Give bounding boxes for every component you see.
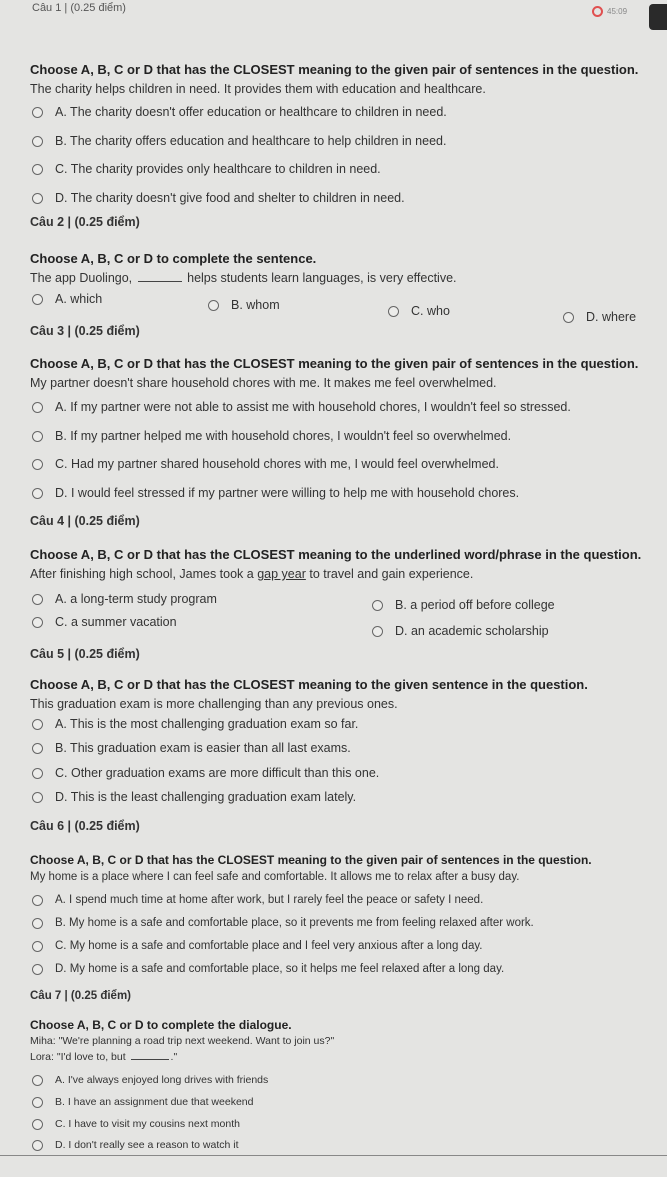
q3-option-b[interactable] xyxy=(32,429,511,443)
question-5-label: Câu 5 | (0.25 điểm) xyxy=(30,647,140,661)
option-text: A. The charity doesn't offer education or healthcare to children in need. xyxy=(55,105,447,119)
q7-option-c[interactable] xyxy=(32,1118,240,1130)
radio-button[interactable] xyxy=(32,594,43,605)
question-stem: This graduation exam is more challenging than any previous ones. xyxy=(30,697,398,711)
side-menu-tab[interactable] xyxy=(649,4,667,30)
option-text: A. If my partner were not able to assist me with household chores, I wouldn't feel so stressed. xyxy=(55,400,571,414)
radio-button[interactable] xyxy=(32,136,43,147)
question-6 xyxy=(30,853,665,883)
radio-button[interactable] xyxy=(32,1119,43,1130)
question-instruction: Choose A, B, C or D to complete the dialogue. xyxy=(30,1018,292,1032)
top-strip xyxy=(0,0,667,28)
radio-button[interactable] xyxy=(372,600,383,611)
radio-button[interactable] xyxy=(32,941,43,952)
option-text: B. The charity offers education and healthcare to help children in need. xyxy=(55,134,447,148)
option-text: C. I have to visit my cousins next month xyxy=(55,1118,240,1130)
q7-option-a[interactable] xyxy=(32,1074,268,1086)
option-text: D. My home is a safe and comfortable place, so it helps me feel relaxed after a long day. xyxy=(55,963,505,975)
radio-button[interactable] xyxy=(32,964,43,975)
stem-part: Lora: "I'd love to, but xyxy=(30,1051,126,1063)
q3-option-c[interactable] xyxy=(32,457,499,471)
option-text: D. I would feel stressed if my partner were willing to help me with household chores. xyxy=(55,486,520,500)
q5-option-a[interactable] xyxy=(32,717,358,731)
question-4 xyxy=(30,547,665,581)
q4-option-c[interactable] xyxy=(32,615,177,629)
q5-option-b[interactable] xyxy=(32,741,351,755)
question-instruction: Choose A, B, C or D that has the CLOSEST meaning to the given sentence in the question. xyxy=(30,677,588,692)
option-text: A. I've always enjoyed long drives with friends xyxy=(55,1074,269,1086)
blank xyxy=(138,271,182,282)
radio-button[interactable] xyxy=(32,1075,43,1086)
stem-part: helps students learn languages, is very effective. xyxy=(187,271,457,285)
q4-option-a[interactable] xyxy=(32,592,217,606)
radio-button[interactable] xyxy=(32,918,43,929)
radio-button[interactable] xyxy=(32,895,43,906)
divider xyxy=(0,1155,667,1156)
q6-option-b[interactable] xyxy=(32,917,534,929)
option-text: D. This is the least challenging graduation exam lately. xyxy=(55,790,357,804)
question-stem: My home is a place where I can feel safe and comfortable. It allows me to relax after a busy day. xyxy=(30,871,520,883)
radio-button[interactable] xyxy=(32,459,43,470)
option-text: C. My home is a safe and comfortable place and I feel very anxious after a long day. xyxy=(55,940,483,952)
radio-button[interactable] xyxy=(32,768,43,779)
option-text: B. whom xyxy=(231,298,280,312)
radio-button[interactable] xyxy=(208,300,219,311)
q3-option-a[interactable] xyxy=(32,400,571,414)
option-text: C. Other graduation exams are more difficult than this one. xyxy=(55,766,380,780)
question-6-label: Câu 6 | (0.25 điểm) xyxy=(30,819,140,833)
option-text: A. This is the most challenging graduation exam so far. xyxy=(55,717,359,731)
option-text: C. The charity provides only healthcare to children in need. xyxy=(55,162,381,176)
q1-option-c[interactable] xyxy=(32,162,381,176)
option-text: A. which xyxy=(55,292,103,306)
timer-text: 45:09 xyxy=(607,7,628,16)
question-stem xyxy=(30,567,665,581)
q3-option-d[interactable] xyxy=(32,486,519,500)
option-text: D. an academic scholarship xyxy=(395,624,549,638)
question-7-label: Câu 7 | (0.25 điểm) xyxy=(30,990,132,1002)
radio-button[interactable] xyxy=(32,719,43,730)
question-2-label: Câu 2 | (0.25 điểm) xyxy=(30,215,140,229)
q2-option-a[interactable] xyxy=(32,292,102,306)
timer-icon xyxy=(592,6,603,17)
question-instruction: Choose A, B, C or D that has the CLOSEST meaning to the given pair of sentences in the question. xyxy=(30,62,639,77)
radio-button[interactable] xyxy=(372,626,383,637)
question-label-cut: Câu 1 | (0.25 điểm) xyxy=(32,2,126,14)
radio-button[interactable] xyxy=(32,488,43,499)
option-text: B. a period off before college xyxy=(395,598,555,612)
question-stem: The charity helps children in need. It provides them with education and healthcare. xyxy=(30,82,486,96)
question-3 xyxy=(30,356,665,390)
question-1 xyxy=(30,62,665,96)
radio-button[interactable] xyxy=(32,792,43,803)
option-text: D. I don't really see a reason to watch it xyxy=(55,1139,239,1151)
option-text: C. Had my partner shared household chores with me, I would feel overwhelmed. xyxy=(55,457,499,471)
option-text: B. My home is a safe and comfortable place, so it prevents me from feeling relaxed after work. xyxy=(55,917,534,929)
question-instruction: Choose A, B, C or D that has the CLOSEST meaning to the given pair of sentences in the question. xyxy=(30,356,639,371)
q6-option-d[interactable] xyxy=(32,963,504,975)
q2-option-c[interactable] xyxy=(388,304,450,318)
question-instruction: Choose A, B, C or D that has the CLOSEST meaning to the given pair of sentences in the question. xyxy=(30,853,592,867)
q1-option-b[interactable] xyxy=(32,134,446,148)
radio-button[interactable] xyxy=(32,294,43,305)
radio-button[interactable] xyxy=(32,164,43,175)
q6-option-c[interactable] xyxy=(32,940,482,952)
q6-option-a[interactable] xyxy=(32,894,483,906)
radio-button[interactable] xyxy=(32,743,43,754)
radio-button[interactable] xyxy=(32,1140,43,1151)
question-instruction: Choose A, B, C or D that has the CLOSEST meaning to the underlined word/phrase in the question. xyxy=(30,547,642,562)
question-7 xyxy=(30,1018,665,1063)
blank xyxy=(131,1049,169,1060)
option-text: A. a long-term study program xyxy=(55,592,217,606)
q2-option-d[interactable] xyxy=(563,310,636,324)
radio-button[interactable] xyxy=(32,402,43,413)
radio-button[interactable] xyxy=(32,431,43,442)
underlined-phrase: gap year xyxy=(257,567,306,581)
q7-option-d[interactable] xyxy=(32,1139,239,1151)
stem-part: ." xyxy=(170,1051,178,1063)
question-stem xyxy=(30,271,665,285)
radio-button[interactable] xyxy=(563,312,574,323)
q1-option-a[interactable] xyxy=(32,105,447,119)
question-3-label: Câu 3 | (0.25 điểm) xyxy=(30,324,140,338)
option-text: C. a summer vacation xyxy=(55,615,177,629)
q5-option-d[interactable] xyxy=(32,790,356,804)
radio-button[interactable] xyxy=(32,193,43,204)
question-instruction: Choose A, B, C or D to complete the sentence. xyxy=(30,251,317,266)
q7-option-b[interactable] xyxy=(32,1096,253,1108)
option-text: A. I spend much time at home after work, but I rarely feel the peace or safety I need. xyxy=(55,894,484,906)
option-text: D. The charity doesn't give food and shelter to children in need. xyxy=(55,191,405,205)
q4-option-b[interactable] xyxy=(372,598,555,612)
question-5 xyxy=(30,677,665,711)
dialogue-line-1: Miha: "We're planning a road trip next weekend. Want to join us?" xyxy=(30,1035,335,1047)
dialogue-line-2 xyxy=(30,1049,665,1063)
option-text: C. who xyxy=(411,304,450,318)
timer xyxy=(592,6,627,17)
radio-button[interactable] xyxy=(388,306,399,317)
q4-option-d[interactable] xyxy=(372,624,549,638)
option-text: B. This graduation exam is easier than all last exams. xyxy=(55,741,351,755)
q5-option-c[interactable] xyxy=(32,766,379,780)
radio-button[interactable] xyxy=(32,617,43,628)
q1-option-d[interactable] xyxy=(32,191,405,205)
option-text: B. If my partner helped me with household chores, I wouldn't feel so overwhelmed. xyxy=(55,429,512,443)
radio-button[interactable] xyxy=(32,1097,43,1108)
radio-button[interactable] xyxy=(32,107,43,118)
option-text: B. I have an assignment due that weekend xyxy=(55,1096,254,1108)
question-stem: My partner doesn't share household chores with me. It makes me feel overwhelmed. xyxy=(30,376,497,390)
question-4-label: Câu 4 | (0.25 điểm) xyxy=(30,514,140,528)
stem-part: After finishing high school, James took a xyxy=(30,567,254,581)
q2-option-b[interactable] xyxy=(208,298,280,312)
stem-part: The app Duolingo, xyxy=(30,271,133,285)
option-text: D. where xyxy=(586,310,637,324)
stem-part: to travel and gain experience. xyxy=(309,567,474,581)
question-2 xyxy=(30,251,665,285)
